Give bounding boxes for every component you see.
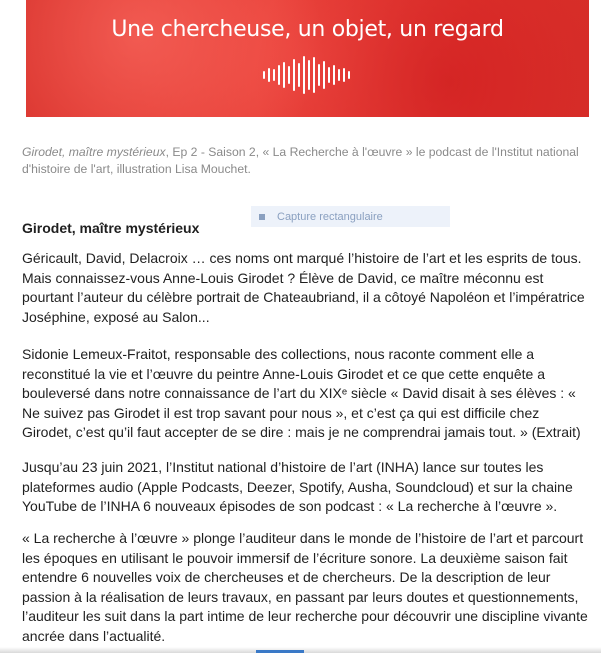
image-caption [22, 144, 582, 178]
podcast-banner-image [26, 0, 589, 117]
sound-wave-icon [258, 55, 358, 95]
caption-details: , Ep 2 - Saison 2, « La Recherche à l'œuvre » le podcast de l'Institut national d'histoire de l'art, illustration Lisa Mouchet. [22, 145, 579, 176]
left-frame-edge [0, 0, 8, 653]
article-paragraph-2: Sidonie Lemeux-Fraitot, responsable des collections, nous raconte comment elle a reconstitué la vie et l’œuvre du peintre Anne-Louis Girodet et ce que cette enquête a bouleversé dans notre connaissance de l’art du XIXᵉ siècle « David disait à ses élèves : « Ne suivez pas Girodet il est trop savant pour nous », et c’est ça qui est difficile chez Girodet, c’est qu’il faut accepter de se dire : mais je ne comprendrai jamais tout. » (Extrait) [22, 346, 581, 441]
caption-title: Girodet, maître mystérieux [22, 145, 166, 159]
banner-title: Une chercheuse, un objet, un regard [111, 17, 504, 42]
article-paragraph-1: Géricault, David, Delacroix … ces noms ont marqué l’histoire de l’art et les esprits de tous. Mais connaissez-vous Anne-Louis Girodet ? Élève de David, ce maître méconnu est pourtant l’auteur du célèbre portrait de Chateaubriand, il a côtoyé Napoléon et l’impératrice Joséphine, exposé au Salon... [22, 250, 585, 325]
article-paragraph-3: Jusqu’au 23 juin 2021, l’Institut national d’histoire de l’art (INHA) lance sur toutes les plateformes audio (Apple Podcasts, Deezer, Spotify, Ausha, Soundcloud) et sur la chaine YouTube de l’INHA 6 nouveaux épisodes de son podcast : « La recherche à l’œuvre ». [22, 459, 573, 515]
article-paragraph-4: « La recherche à l’œuvre » plonge l’auditeur dans le monde de l’histoire de l’art et parcourt les époques en utilisant le pouvoir immersif de l’écriture sonore. La deuxième saison fait entendre 6 nouvelles voix de chercheuses et de chercheurs. De la description de leur passion à la réalisation de leurs travaux, en passant par leurs doutes et questionnements, l’auditeur les suit dans la part intime de leur recherche pour découvrir une discipline vivante ancrée dans l’actualité. [22, 530, 588, 644]
article-heading: Girodet, maître mystérieux [22, 220, 200, 236]
capture-square-icon [259, 214, 265, 220]
screen-capture-overlay[interactable] [251, 206, 450, 227]
capture-label: Capture rectangulaire [277, 210, 383, 223]
